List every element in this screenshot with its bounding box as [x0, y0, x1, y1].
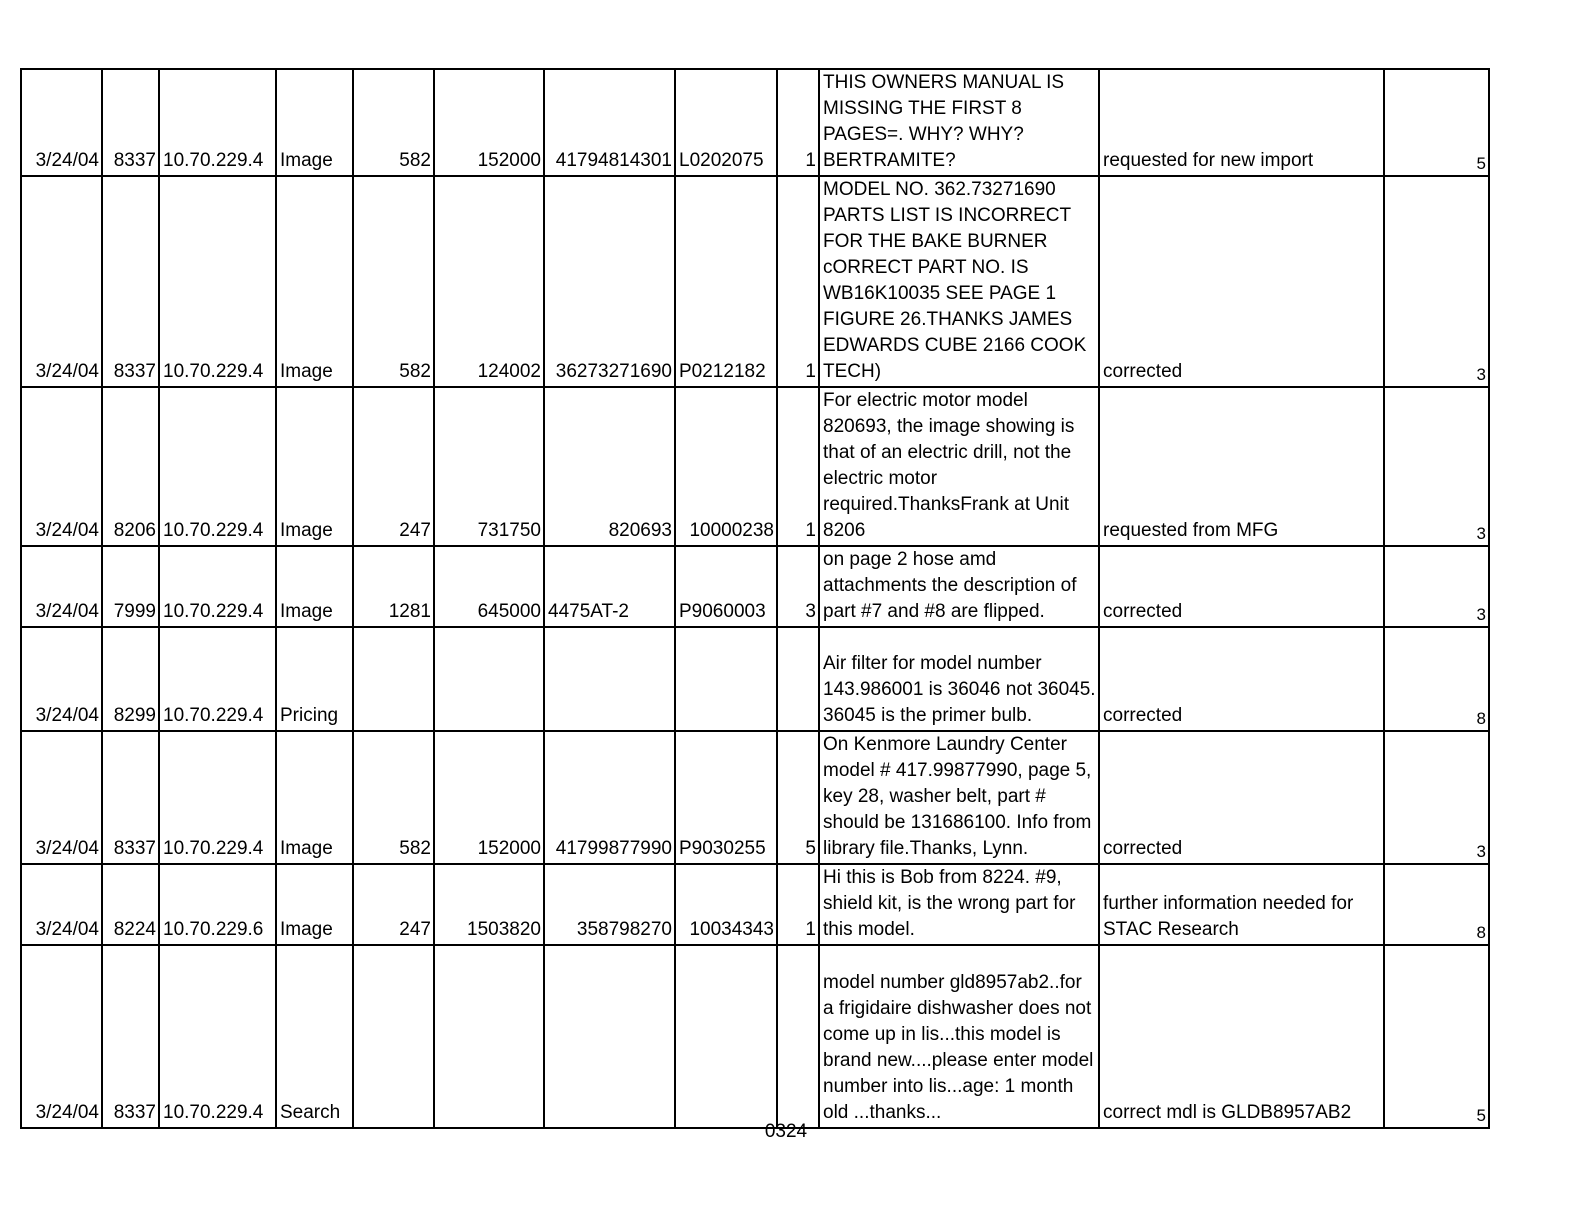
- cell-category: Image: [276, 731, 353, 864]
- cell-col5: 582: [353, 731, 434, 864]
- cell-category: Image: [276, 69, 353, 176]
- table-row: [21, 864, 1489, 945]
- cell-date: 3/24/04: [21, 864, 102, 945]
- cell-qty: 5: [777, 731, 819, 864]
- cell-comment: model number gld8957ab2..for a frigidaire dishwasher does not come up in lis...this model is brand new....please enter model number into lis...age: 1 month old ...thanks...: [819, 945, 1099, 1128]
- cell-unit: 8337: [102, 69, 159, 176]
- cell-priority: 8: [1384, 864, 1489, 945]
- cell-unit: 8206: [102, 387, 159, 546]
- cell-qty: 1: [777, 176, 819, 387]
- cell-resolution: requested for new import: [1099, 69, 1384, 176]
- cell-ip: 10.70.229.4: [159, 387, 276, 546]
- cell-unit: 8299: [102, 627, 159, 731]
- cell-ref: P0212182: [675, 176, 777, 387]
- cell-priority: 8: [1384, 627, 1489, 731]
- table-row: [21, 731, 1489, 864]
- cell-col5: 582: [353, 69, 434, 176]
- cell-resolution: corrected: [1099, 627, 1384, 731]
- cell-col6: 645000: [434, 546, 544, 627]
- cell-ip: 10.70.229.6: [159, 864, 276, 945]
- cell-qty: [777, 945, 819, 1128]
- cell-ref: P9030255: [675, 731, 777, 864]
- cell-ip: 10.70.229.4: [159, 627, 276, 731]
- cell-priority: 3: [1384, 546, 1489, 627]
- cell-category: Image: [276, 387, 353, 546]
- page-number: 0324: [764, 1121, 808, 1142]
- cell-model: 36273271690: [544, 176, 675, 387]
- cell-qty: 1: [777, 387, 819, 546]
- cell-col6: [434, 945, 544, 1128]
- cell-comment: on page 2 hose amd attachments the description of part #7 and #8 are flipped.: [819, 546, 1099, 627]
- cell-comment: On Kenmore Laundry Center model # 417.99877990, page 5, key 28, washer belt, part # should be 131686100. Info from library file.Thanks, Lynn.: [819, 731, 1099, 864]
- table-row: [21, 945, 1489, 1128]
- cell-model: 41799877990: [544, 731, 675, 864]
- cell-col5: [353, 627, 434, 731]
- cell-resolution: correct mdl is GLDB8957AB2: [1099, 945, 1384, 1128]
- table-row: [21, 176, 1489, 387]
- cell-priority: 3: [1384, 387, 1489, 546]
- cell-category: Pricing: [276, 627, 353, 731]
- table-row: [21, 387, 1489, 546]
- cell-resolution: corrected: [1099, 546, 1384, 627]
- table-row: [21, 546, 1489, 627]
- cell-date: 3/24/04: [21, 387, 102, 546]
- cell-comment: For electric motor model 820693, the image showing is that of an electric drill, not the electric motor required.ThanksFrank at Unit 8206: [819, 387, 1099, 546]
- cell-col6: 152000: [434, 731, 544, 864]
- cell-priority: 3: [1384, 176, 1489, 387]
- cell-category: Search: [276, 945, 353, 1128]
- cell-qty: 1: [777, 864, 819, 945]
- cell-comment: Air filter for model number 143.986001 is 36046 not 36045. 36045 is the primer bulb.: [819, 627, 1099, 731]
- cell-ip: 10.70.229.4: [159, 69, 276, 176]
- cell-col5: 1281: [353, 546, 434, 627]
- cell-date: 3/24/04: [21, 731, 102, 864]
- cell-category: Image: [276, 176, 353, 387]
- cell-ref: 10000238: [675, 387, 777, 546]
- cell-model: 4475AT-2: [544, 546, 675, 627]
- cell-category: Image: [276, 546, 353, 627]
- cell-unit: 8224: [102, 864, 159, 945]
- cell-unit: 8337: [102, 731, 159, 864]
- cell-col5: 247: [353, 864, 434, 945]
- cell-model: 41794814301: [544, 69, 675, 176]
- cell-resolution: further information needed for STAC Research: [1099, 864, 1384, 945]
- cell-date: 3/24/04: [21, 69, 102, 176]
- cell-ip: 10.70.229.4: [159, 176, 276, 387]
- cell-col5: 582: [353, 176, 434, 387]
- cell-unit: 7999: [102, 546, 159, 627]
- cell-qty: [777, 627, 819, 731]
- cell-model: 358798270: [544, 864, 675, 945]
- cell-date: 3/24/04: [21, 945, 102, 1128]
- cell-col6: 152000: [434, 69, 544, 176]
- cell-priority: 5: [1384, 945, 1489, 1128]
- cell-col5: 247: [353, 387, 434, 546]
- cell-unit: 8337: [102, 176, 159, 387]
- cell-col5: [353, 945, 434, 1128]
- table-row: [21, 69, 1489, 176]
- cell-qty: 3: [777, 546, 819, 627]
- cell-ref: P9060003: [675, 546, 777, 627]
- cell-priority: 3: [1384, 731, 1489, 864]
- cell-resolution: requested from MFG: [1099, 387, 1384, 546]
- cell-qty: 1: [777, 69, 819, 176]
- cell-col6: 124002: [434, 176, 544, 387]
- cell-model: 820693: [544, 387, 675, 546]
- cell-ip: 10.70.229.4: [159, 945, 276, 1128]
- cell-category: Image: [276, 864, 353, 945]
- cell-date: 3/24/04: [21, 627, 102, 731]
- cell-ref: [675, 627, 777, 731]
- cell-ip: 10.70.229.4: [159, 731, 276, 864]
- cell-col6: 731750: [434, 387, 544, 546]
- cell-ref: L0202075: [675, 69, 777, 176]
- cell-unit: 8337: [102, 945, 159, 1128]
- cell-date: 3/24/04: [21, 546, 102, 627]
- cell-date: 3/24/04: [21, 176, 102, 387]
- cell-model: [544, 627, 675, 731]
- cell-model: [544, 945, 675, 1128]
- cell-comment: Hi this is Bob from 8224. #9, shield kit, is the wrong part for this model.: [819, 864, 1099, 945]
- cell-resolution: corrected: [1099, 176, 1384, 387]
- cell-ip: 10.70.229.4: [159, 546, 276, 627]
- feedback-log-table: [20, 68, 1490, 1129]
- cell-comment: MODEL NO. 362.73271690 PARTS LIST IS INCORRECT FOR THE BAKE BURNER cORRECT PART NO. IS WB16K10035 SEE PAGE 1 FIGURE 26.THANKS JAMES EDWARDS CUBE 2166 COOK TECH): [819, 176, 1099, 387]
- cell-col6: [434, 627, 544, 731]
- table-row: [21, 627, 1489, 731]
- cell-resolution: corrected: [1099, 731, 1384, 864]
- cell-ref: 10034343: [675, 864, 777, 945]
- cell-col6: 1503820: [434, 864, 544, 945]
- cell-comment: THIS OWNERS MANUAL IS MISSING THE FIRST 8 PAGES=. WHY? WHY? BERTRAMITE?: [819, 69, 1099, 176]
- cell-priority: 5: [1384, 69, 1489, 176]
- cell-ref: [675, 945, 777, 1128]
